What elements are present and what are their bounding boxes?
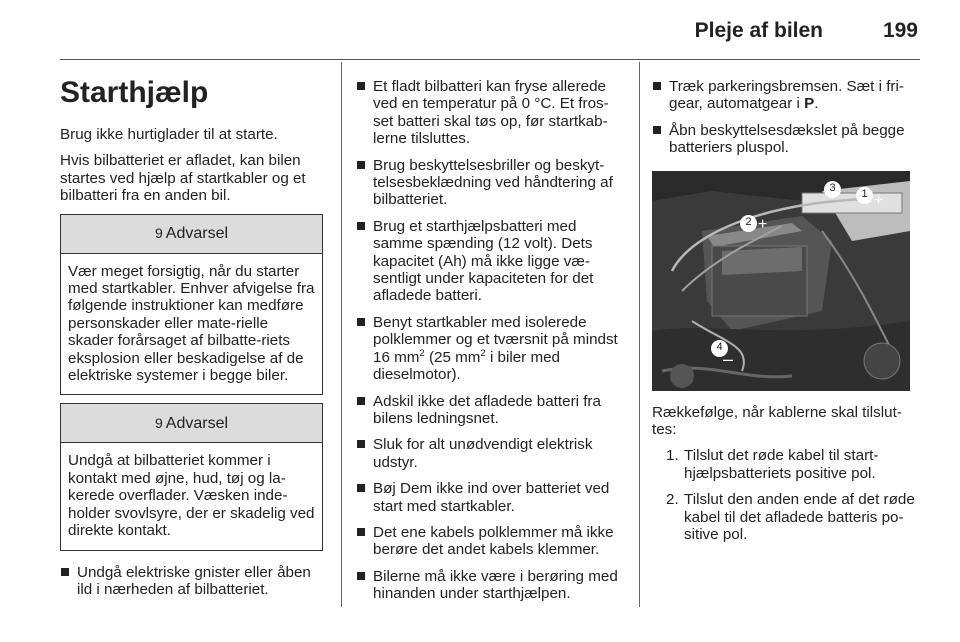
list-item-text: Brug et starthjælpsbatteri med samme spænding (12 volt). Dets kapacitet (Ah) må ikke ligge væ-sentligt under kapaciteten for det afladede batteri. [373, 217, 594, 305]
warning-icon: 9 [154, 414, 163, 431]
column-3 [652, 78, 924, 552]
list-item-text: Det ene kabels polklemmer må ikke berøre det andet kabels klemmer. [373, 523, 614, 559]
plus-sign: + [874, 191, 884, 209]
bullet-list-col1 [60, 564, 323, 599]
warning-box-2 [60, 403, 323, 550]
column-2 [356, 78, 624, 612]
warning-header [61, 404, 322, 443]
bullet-list-col3 [652, 78, 924, 157]
text-fragment: Træk parkeringsbremsen. Sæt i fri-gear, automatgear i [669, 78, 904, 113]
page-header [60, 0, 920, 60]
bullet-square-icon [357, 222, 365, 230]
list-item [356, 314, 624, 384]
list-item [652, 491, 924, 543]
bullet-square-icon [357, 318, 365, 326]
list-item [356, 524, 624, 559]
bullet-square-icon [357, 440, 365, 448]
list-item-text: Åbn beskyttelsesdækslet på begge batteriers pluspol. [669, 121, 905, 157]
text-fragment: (25 mm [424, 348, 481, 366]
column-1 [60, 60, 323, 607]
bullet-square-icon [357, 484, 365, 492]
superscript: 2 [480, 347, 486, 359]
bullet-square-icon [357, 161, 365, 169]
superscript: 2 [419, 347, 425, 359]
intro-paragraph-1: Brug ikke hurtiglader til at starte. [60, 126, 278, 143]
list-item-text: Brug beskyttelsesbriller og beskyt-telsesbeklædning ved håndtering af bilbatteriet. [373, 156, 613, 209]
warning-box-1 [60, 214, 323, 396]
intro-paragraph-2: Hvis bilbatteriet er afladet, kan bilen startes ved hjælp af startkabler og et bilbatteri fra en anden bil. [60, 152, 306, 205]
list-item-text: Sluk for alt unødvendigt elektrisk udstyr. [373, 436, 593, 471]
list-item [356, 78, 624, 148]
list-item-text: Adskil ikke det afladede batteri fra bilens ledningsnet. [373, 392, 601, 427]
bullet-square-icon [357, 397, 365, 405]
list-item [356, 436, 624, 471]
column-divider [639, 62, 640, 607]
minus-sign: – [723, 348, 734, 369]
bullet-square-icon [357, 572, 365, 580]
step-text: Tilslut det røde kabel til start-hjælpsbatteriets positive pol. [684, 447, 879, 482]
callout-3: 3 [824, 181, 841, 198]
callout-4: 4 [711, 340, 728, 357]
page-header-title: Pleje af bilen [694, 19, 823, 42]
warning-heading: Advarsel [165, 414, 229, 432]
text-fragment: i biler med dieselmotor). [373, 348, 560, 384]
warning-icon: 9 [154, 224, 163, 241]
list-item-text: Undgå elektriske gnister eller åben ild i nærheden af bilbatteriet. [77, 563, 311, 598]
bullet-square-icon [653, 82, 661, 90]
engine-bay-illustration [652, 171, 910, 391]
plus-sign: + [758, 215, 768, 233]
bullet-square-icon [653, 126, 661, 134]
text-fragment: . [814, 95, 819, 113]
warning-header [61, 215, 322, 254]
list-item [356, 480, 624, 515]
step-number: 1. [666, 447, 679, 465]
warning-text: Vær meget forsigtig, når du starter med startkabler. Enhver afvigelse fra følgende instruktioner kan medføre personskader eller mate-rielle skader forårsaget af bilbatte-riets eksplosion eller beskadigelse af de elektriske systemer i begge biler. [68, 262, 315, 385]
list-item-text: Bøj Dem ikke ind over batteriet ved start med startkabler. [373, 480, 610, 515]
step-text: Tilslut den anden ende af det røde kabel til det afladede batteris po-sitive pol. [684, 491, 915, 544]
list-item [652, 447, 924, 482]
list-item-text: Bilerne må ikke være i berøring med hinanden under starthjælpen. [373, 567, 618, 603]
battery-jumpstart-photo [652, 171, 910, 391]
bullet-square-icon [357, 82, 365, 90]
warning-text: Undgå at bilbatteriet kommer i kontakt med øjne, hud, tøj og la-kerede overflader. Væsken inde-holder svovlsyre, der er skadelig ved direkte kontakt. [68, 452, 315, 540]
section-title: Starthjælp [60, 76, 209, 109]
list-item [652, 78, 924, 113]
list-item [60, 564, 323, 599]
page-number: 199 [882, 19, 918, 42]
list-item [356, 157, 624, 209]
list-item-text [669, 78, 904, 112]
list-item [356, 393, 624, 428]
list-item [356, 568, 624, 603]
callout-2: 2 [740, 215, 757, 232]
step-number: 2. [666, 491, 679, 509]
sequence-intro: Rækkefølge, når kablerne skal tilslut-tes: [652, 403, 902, 439]
list-item-text [373, 314, 618, 383]
bullet-list-col2 [356, 78, 624, 603]
list-item [652, 122, 924, 157]
sequence-steps [652, 447, 924, 543]
bullet-square-icon [357, 528, 365, 536]
callout-1: 1 [856, 187, 873, 204]
bullet-square-icon [61, 568, 69, 576]
warning-heading: Advarsel [165, 224, 229, 242]
list-item-text: Et fladt bilbatteri kan fryse allerede ved en temperatur på 0 °C. Et fros-set batteri skal tøs op, før startkab-lerne tilsluttes. [373, 78, 609, 148]
gear-letter: P [804, 95, 815, 113]
column-divider [341, 62, 342, 607]
list-item [356, 218, 624, 305]
text-fragment: Benyt startkabler med isolerede polklemmer og et tværsnit på mindst 16 mm [373, 313, 618, 366]
